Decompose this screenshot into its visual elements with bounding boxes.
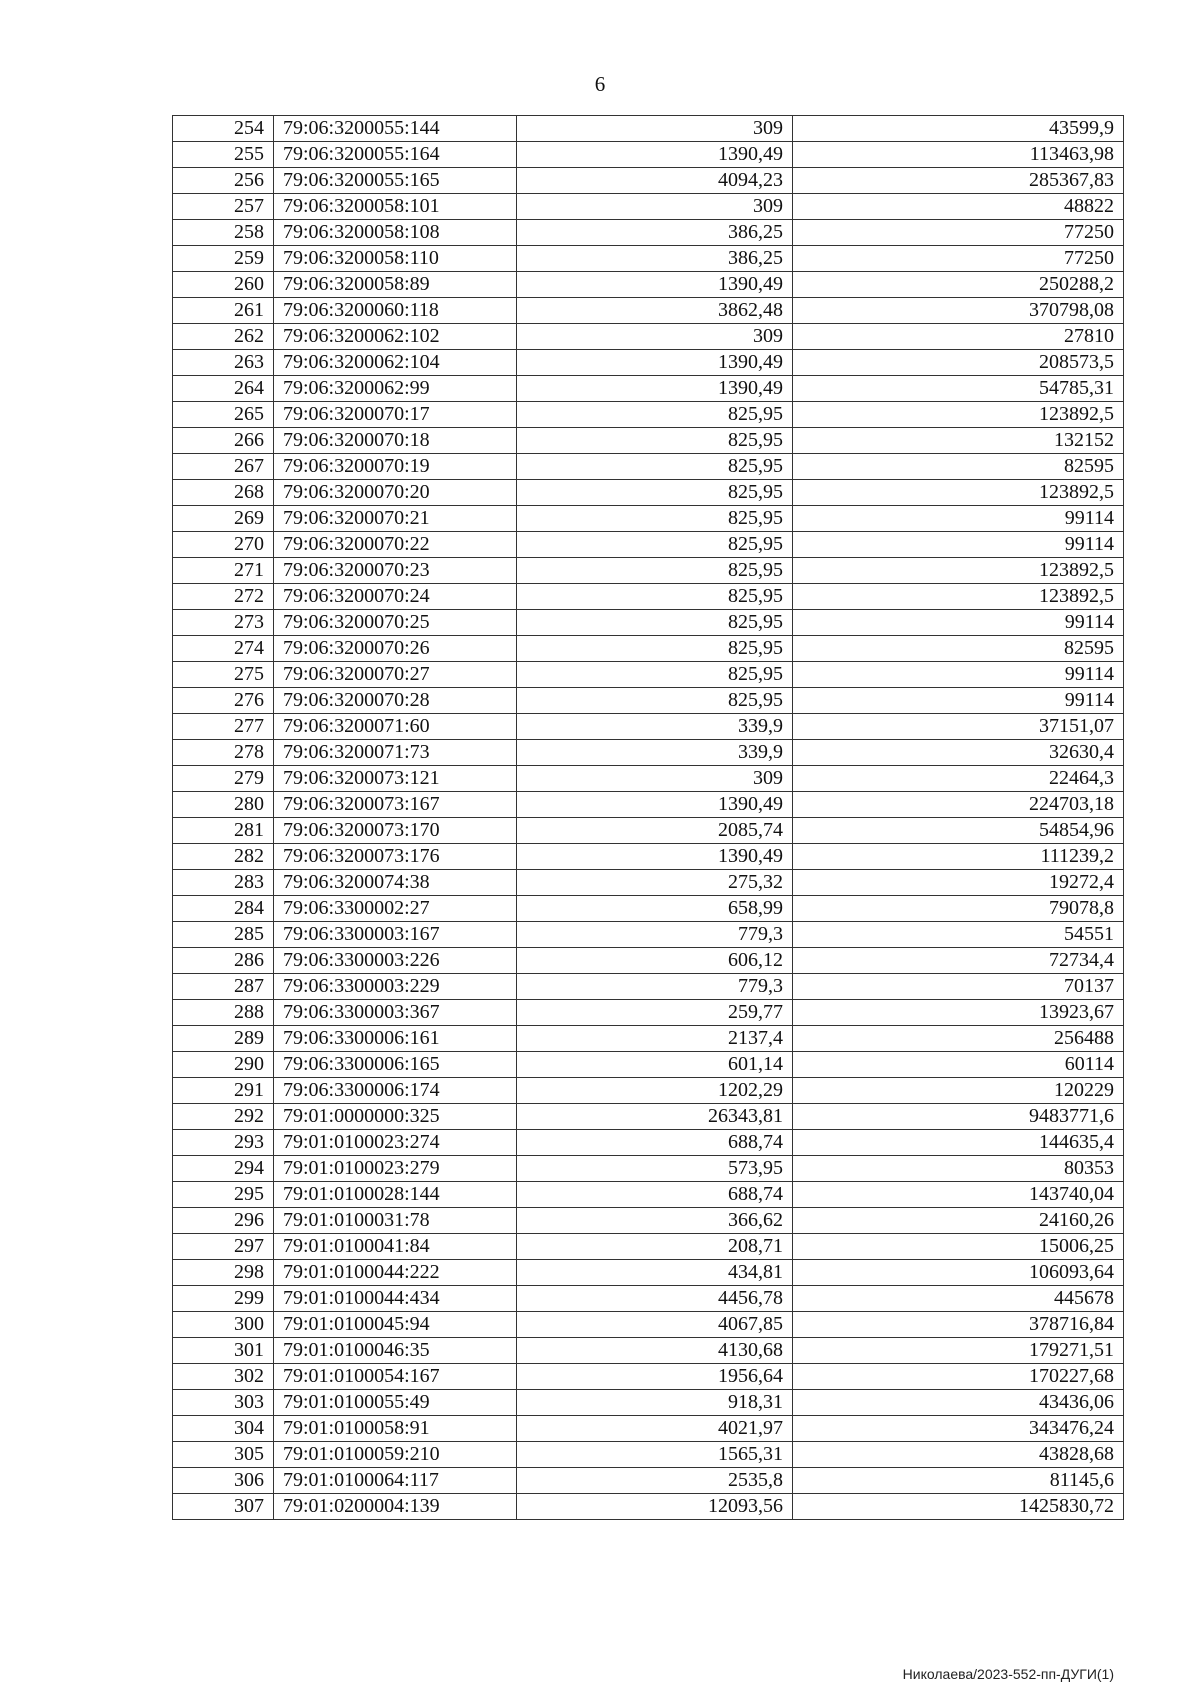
area-cell: 825,95 (517, 532, 793, 558)
value-cell: 224703,18 (793, 792, 1124, 818)
row-number-cell: 258 (173, 220, 274, 246)
cadastral-number-cell: 79:06:3200071:73 (274, 740, 517, 766)
row-number-cell: 305 (173, 1442, 274, 1468)
value-cell: 37151,07 (793, 714, 1124, 740)
cadastral-number-cell: 79:06:3200070:17 (274, 402, 517, 428)
cadastral-number-cell: 79:06:3300003:229 (274, 974, 517, 1000)
row-number-cell: 268 (173, 480, 274, 506)
table-row (173, 1442, 1124, 1468)
table-row (173, 428, 1124, 454)
cadastral-number-cell: 79:06:3200073:167 (274, 792, 517, 818)
area-cell: 1202,29 (517, 1078, 793, 1104)
value-cell: 256488 (793, 1026, 1124, 1052)
table-row (173, 402, 1124, 428)
table-row (173, 1338, 1124, 1364)
table-row (173, 662, 1124, 688)
table-row (173, 220, 1124, 246)
table-row (173, 1494, 1124, 1520)
cadastral-number-cell: 79:06:3200070:21 (274, 506, 517, 532)
area-cell: 386,25 (517, 220, 793, 246)
value-cell: 285367,83 (793, 168, 1124, 194)
value-cell: 81145,6 (793, 1468, 1124, 1494)
row-number-cell: 300 (173, 1312, 274, 1338)
area-cell: 1956,64 (517, 1364, 793, 1390)
cadastral-number-cell: 79:01:0100058:91 (274, 1416, 517, 1442)
area-cell: 1565,31 (517, 1442, 793, 1468)
table-row (173, 1052, 1124, 1078)
row-number-cell: 256 (173, 168, 274, 194)
row-number-cell: 273 (173, 610, 274, 636)
row-number-cell: 295 (173, 1182, 274, 1208)
area-cell: 1390,49 (517, 350, 793, 376)
area-cell: 4067,85 (517, 1312, 793, 1338)
row-number-cell: 274 (173, 636, 274, 662)
table-row (173, 766, 1124, 792)
area-cell: 1390,49 (517, 142, 793, 168)
row-number-cell: 264 (173, 376, 274, 402)
table-row (173, 1156, 1124, 1182)
area-cell: 1390,49 (517, 376, 793, 402)
row-number-cell: 290 (173, 1052, 274, 1078)
row-number-cell: 282 (173, 844, 274, 870)
table-row (173, 1208, 1124, 1234)
page-number: 6 (594, 72, 606, 96)
row-number-cell: 287 (173, 974, 274, 1000)
row-number-cell: 261 (173, 298, 274, 324)
table-row (173, 1104, 1124, 1130)
area-cell: 4021,97 (517, 1416, 793, 1442)
table-row (173, 1130, 1124, 1156)
land-plots-table (172, 115, 1124, 1520)
row-number-cell: 289 (173, 1026, 274, 1052)
area-cell: 4456,78 (517, 1286, 793, 1312)
table-row (173, 922, 1124, 948)
row-number-cell: 263 (173, 350, 274, 376)
cadastral-number-cell: 79:06:3200070:26 (274, 636, 517, 662)
cadastral-number-cell: 79:06:3200070:24 (274, 584, 517, 610)
row-number-cell: 288 (173, 1000, 274, 1026)
area-cell: 12093,56 (517, 1494, 793, 1520)
cadastral-number-cell: 79:06:3200073:170 (274, 818, 517, 844)
value-cell: 82595 (793, 636, 1124, 662)
area-cell: 573,95 (517, 1156, 793, 1182)
row-number-cell: 292 (173, 1104, 274, 1130)
row-number-cell: 270 (173, 532, 274, 558)
table-row (173, 272, 1124, 298)
value-cell: 99114 (793, 506, 1124, 532)
value-cell: 99114 (793, 532, 1124, 558)
area-cell: 1390,49 (517, 792, 793, 818)
value-cell: 445678 (793, 1286, 1124, 1312)
cadastral-number-cell: 79:01:0200004:139 (274, 1494, 517, 1520)
cadastral-number-cell: 79:01:0100055:49 (274, 1390, 517, 1416)
area-cell: 825,95 (517, 506, 793, 532)
area-cell: 309 (517, 116, 793, 142)
row-number-cell: 267 (173, 454, 274, 480)
row-number-cell: 296 (173, 1208, 274, 1234)
value-cell: 99114 (793, 688, 1124, 714)
value-cell: 123892,5 (793, 480, 1124, 506)
cadastral-number-cell: 79:06:3300003:226 (274, 948, 517, 974)
area-cell: 434,81 (517, 1260, 793, 1286)
area-cell: 309 (517, 766, 793, 792)
table-row (173, 1260, 1124, 1286)
row-number-cell: 307 (173, 1494, 274, 1520)
area-cell: 275,32 (517, 870, 793, 896)
cadastral-number-cell: 79:01:0100023:274 (274, 1130, 517, 1156)
cadastral-number-cell: 79:06:3200062:99 (274, 376, 517, 402)
area-cell: 601,14 (517, 1052, 793, 1078)
table-row (173, 610, 1124, 636)
cadastral-number-cell: 79:01:0100028:144 (274, 1182, 517, 1208)
area-cell: 208,71 (517, 1234, 793, 1260)
value-cell: 32630,4 (793, 740, 1124, 766)
cadastral-number-cell: 79:06:3200070:20 (274, 480, 517, 506)
cadastral-number-cell: 79:06:3200055:164 (274, 142, 517, 168)
cadastral-number-cell: 79:06:3300006:165 (274, 1052, 517, 1078)
table-row (173, 168, 1124, 194)
row-number-cell: 277 (173, 714, 274, 740)
cadastral-number-cell: 79:01:0100031:78 (274, 1208, 517, 1234)
area-cell: 3862,48 (517, 298, 793, 324)
value-cell: 9483771,6 (793, 1104, 1124, 1130)
table-row (173, 454, 1124, 480)
value-cell: 1425830,72 (793, 1494, 1124, 1520)
table-row (173, 480, 1124, 506)
area-cell: 825,95 (517, 454, 793, 480)
area-cell: 2137,4 (517, 1026, 793, 1052)
value-cell: 72734,4 (793, 948, 1124, 974)
cadastral-number-cell: 79:06:3300002:27 (274, 896, 517, 922)
table-row (173, 1234, 1124, 1260)
cadastral-number-cell: 79:06:3200070:25 (274, 610, 517, 636)
value-cell: 80353 (793, 1156, 1124, 1182)
area-cell: 825,95 (517, 402, 793, 428)
table-row (173, 1078, 1124, 1104)
cadastral-number-cell: 79:06:3200074:38 (274, 870, 517, 896)
cadastral-number-cell: 79:06:3200070:27 (274, 662, 517, 688)
area-cell: 825,95 (517, 584, 793, 610)
cadastral-number-cell: 79:01:0100041:84 (274, 1234, 517, 1260)
row-number-cell: 298 (173, 1260, 274, 1286)
table-row (173, 1416, 1124, 1442)
cadastral-number-cell: 79:06:3200073:176 (274, 844, 517, 870)
value-cell: 208573,5 (793, 350, 1124, 376)
area-cell: 4094,23 (517, 168, 793, 194)
value-cell: 111239,2 (793, 844, 1124, 870)
cadastral-number-cell: 79:06:3300006:161 (274, 1026, 517, 1052)
row-number-cell: 285 (173, 922, 274, 948)
table-row (173, 116, 1124, 142)
table-row (173, 948, 1124, 974)
table-row (173, 714, 1124, 740)
value-cell: 77250 (793, 246, 1124, 272)
row-number-cell: 265 (173, 402, 274, 428)
table-row (173, 1000, 1124, 1026)
value-cell: 113463,98 (793, 142, 1124, 168)
area-cell: 779,3 (517, 974, 793, 1000)
area-cell: 339,9 (517, 740, 793, 766)
value-cell: 19272,4 (793, 870, 1124, 896)
cadastral-number-cell: 79:06:3300003:167 (274, 922, 517, 948)
cadastral-number-cell: 79:06:3200070:28 (274, 688, 517, 714)
value-cell: 250288,2 (793, 272, 1124, 298)
table-row (173, 870, 1124, 896)
row-number-cell: 304 (173, 1416, 274, 1442)
table-row (173, 818, 1124, 844)
row-number-cell: 291 (173, 1078, 274, 1104)
row-number-cell: 276 (173, 688, 274, 714)
area-cell: 825,95 (517, 610, 793, 636)
row-number-cell: 302 (173, 1364, 274, 1390)
cadastral-number-cell: 79:06:3200058:89 (274, 272, 517, 298)
cadastral-number-cell: 79:01:0100059:210 (274, 1442, 517, 1468)
value-cell: 27810 (793, 324, 1124, 350)
row-number-cell: 259 (173, 246, 274, 272)
row-number-cell: 299 (173, 1286, 274, 1312)
area-cell: 606,12 (517, 948, 793, 974)
cadastral-number-cell: 79:06:3200070:22 (274, 532, 517, 558)
table-row (173, 1312, 1124, 1338)
cadastral-number-cell: 79:06:3200071:60 (274, 714, 517, 740)
table-row (173, 636, 1124, 662)
row-number-cell: 280 (173, 792, 274, 818)
table-row (173, 740, 1124, 766)
value-cell: 70137 (793, 974, 1124, 1000)
value-cell: 143740,04 (793, 1182, 1124, 1208)
row-number-cell: 281 (173, 818, 274, 844)
area-cell: 688,74 (517, 1182, 793, 1208)
table-row (173, 194, 1124, 220)
value-cell: 79078,8 (793, 896, 1124, 922)
row-number-cell: 293 (173, 1130, 274, 1156)
cadastral-number-cell: 79:06:3200070:19 (274, 454, 517, 480)
cadastral-number-cell: 79:06:3200073:121 (274, 766, 517, 792)
table-row (173, 974, 1124, 1000)
table-row (173, 350, 1124, 376)
value-cell: 123892,5 (793, 558, 1124, 584)
value-cell: 43436,06 (793, 1390, 1124, 1416)
value-cell: 15006,25 (793, 1234, 1124, 1260)
area-cell: 658,99 (517, 896, 793, 922)
value-cell: 106093,64 (793, 1260, 1124, 1286)
cadastral-number-cell: 79:06:3200055:165 (274, 168, 517, 194)
cadastral-number-cell: 79:01:0100045:94 (274, 1312, 517, 1338)
cadastral-number-cell: 79:01:0100054:167 (274, 1364, 517, 1390)
area-cell: 825,95 (517, 636, 793, 662)
value-cell: 54854,96 (793, 818, 1124, 844)
cadastral-number-cell: 79:01:0100046:35 (274, 1338, 517, 1364)
cadastral-number-cell: 79:06:3200062:102 (274, 324, 517, 350)
table-row (173, 298, 1124, 324)
table-row (173, 142, 1124, 168)
cadastral-number-cell: 79:06:3200058:108 (274, 220, 517, 246)
cadastral-number-cell: 79:06:3200060:118 (274, 298, 517, 324)
row-number-cell: 303 (173, 1390, 274, 1416)
area-cell: 259,77 (517, 1000, 793, 1026)
cadastral-number-cell: 79:06:3200058:101 (274, 194, 517, 220)
area-cell: 825,95 (517, 558, 793, 584)
table-row (173, 1182, 1124, 1208)
value-cell: 13923,67 (793, 1000, 1124, 1026)
row-number-cell: 262 (173, 324, 274, 350)
area-cell: 825,95 (517, 688, 793, 714)
row-number-cell: 260 (173, 272, 274, 298)
table-row (173, 376, 1124, 402)
value-cell: 378716,84 (793, 1312, 1124, 1338)
row-number-cell: 279 (173, 766, 274, 792)
table-row (173, 844, 1124, 870)
cadastral-number-cell: 79:01:0100064:117 (274, 1468, 517, 1494)
area-cell: 1390,49 (517, 272, 793, 298)
value-cell: 370798,08 (793, 298, 1124, 324)
cadastral-number-cell: 79:01:0000000:325 (274, 1104, 517, 1130)
row-number-cell: 255 (173, 142, 274, 168)
cadastral-number-cell: 79:06:3200058:110 (274, 246, 517, 272)
area-cell: 4130,68 (517, 1338, 793, 1364)
row-number-cell: 254 (173, 116, 274, 142)
value-cell: 54785,31 (793, 376, 1124, 402)
value-cell: 82595 (793, 454, 1124, 480)
table-row (173, 1026, 1124, 1052)
cadastral-number-cell: 79:01:0100023:279 (274, 1156, 517, 1182)
table-row (173, 246, 1124, 272)
value-cell: 43599,9 (793, 116, 1124, 142)
value-cell: 99114 (793, 662, 1124, 688)
area-cell: 779,3 (517, 922, 793, 948)
value-cell: 123892,5 (793, 402, 1124, 428)
value-cell: 170227,68 (793, 1364, 1124, 1390)
area-cell: 1390,49 (517, 844, 793, 870)
table-row (173, 584, 1124, 610)
area-cell: 2085,74 (517, 818, 793, 844)
area-cell: 26343,81 (517, 1104, 793, 1130)
value-cell: 343476,24 (793, 1416, 1124, 1442)
cadastral-number-cell: 79:01:0100044:222 (274, 1260, 517, 1286)
row-number-cell: 297 (173, 1234, 274, 1260)
area-cell: 825,95 (517, 662, 793, 688)
area-cell: 825,95 (517, 428, 793, 454)
table-row (173, 1286, 1124, 1312)
table-row (173, 532, 1124, 558)
row-number-cell: 272 (173, 584, 274, 610)
row-number-cell: 257 (173, 194, 274, 220)
table-row (173, 1468, 1124, 1494)
value-cell: 99114 (793, 610, 1124, 636)
row-number-cell: 278 (173, 740, 274, 766)
row-number-cell: 306 (173, 1468, 274, 1494)
cadastral-number-cell: 79:01:0100044:434 (274, 1286, 517, 1312)
value-cell: 179271,51 (793, 1338, 1124, 1364)
table-row (173, 1364, 1124, 1390)
value-cell: 48822 (793, 194, 1124, 220)
value-cell: 132152 (793, 428, 1124, 454)
value-cell: 144635,4 (793, 1130, 1124, 1156)
cadastral-number-cell: 79:06:3200070:23 (274, 558, 517, 584)
row-number-cell: 283 (173, 870, 274, 896)
area-cell: 366,62 (517, 1208, 793, 1234)
row-number-cell: 294 (173, 1156, 274, 1182)
area-cell: 309 (517, 324, 793, 350)
value-cell: 60114 (793, 1052, 1124, 1078)
value-cell: 123892,5 (793, 584, 1124, 610)
row-number-cell: 269 (173, 506, 274, 532)
value-cell: 22464,3 (793, 766, 1124, 792)
area-cell: 309 (517, 194, 793, 220)
table-row (173, 1390, 1124, 1416)
area-cell: 339,9 (517, 714, 793, 740)
table-row (173, 792, 1124, 818)
table-body (173, 116, 1124, 1520)
table-row (173, 896, 1124, 922)
row-number-cell: 301 (173, 1338, 274, 1364)
value-cell: 54551 (793, 922, 1124, 948)
value-cell: 77250 (793, 220, 1124, 246)
value-cell: 24160,26 (793, 1208, 1124, 1234)
value-cell: 120229 (793, 1078, 1124, 1104)
table-row (173, 506, 1124, 532)
table-row (173, 324, 1124, 350)
row-number-cell: 284 (173, 896, 274, 922)
area-cell: 386,25 (517, 246, 793, 272)
row-number-cell: 266 (173, 428, 274, 454)
cadastral-number-cell: 79:06:3300006:174 (274, 1078, 517, 1104)
table-row (173, 688, 1124, 714)
cadastral-number-cell: 79:06:3300003:367 (274, 1000, 517, 1026)
row-number-cell: 275 (173, 662, 274, 688)
row-number-cell: 286 (173, 948, 274, 974)
cadastral-number-cell: 79:06:3200070:18 (274, 428, 517, 454)
value-cell: 43828,68 (793, 1442, 1124, 1468)
table-row (173, 558, 1124, 584)
row-number-cell: 271 (173, 558, 274, 584)
area-cell: 688,74 (517, 1130, 793, 1156)
cadastral-number-cell: 79:06:3200055:144 (274, 116, 517, 142)
cadastral-number-cell: 79:06:3200062:104 (274, 350, 517, 376)
document-reference: Николаева/2023-552-пп-ДУГИ(1) (902, 1666, 1114, 1682)
area-cell: 825,95 (517, 480, 793, 506)
area-cell: 2535,8 (517, 1468, 793, 1494)
area-cell: 918,31 (517, 1390, 793, 1416)
